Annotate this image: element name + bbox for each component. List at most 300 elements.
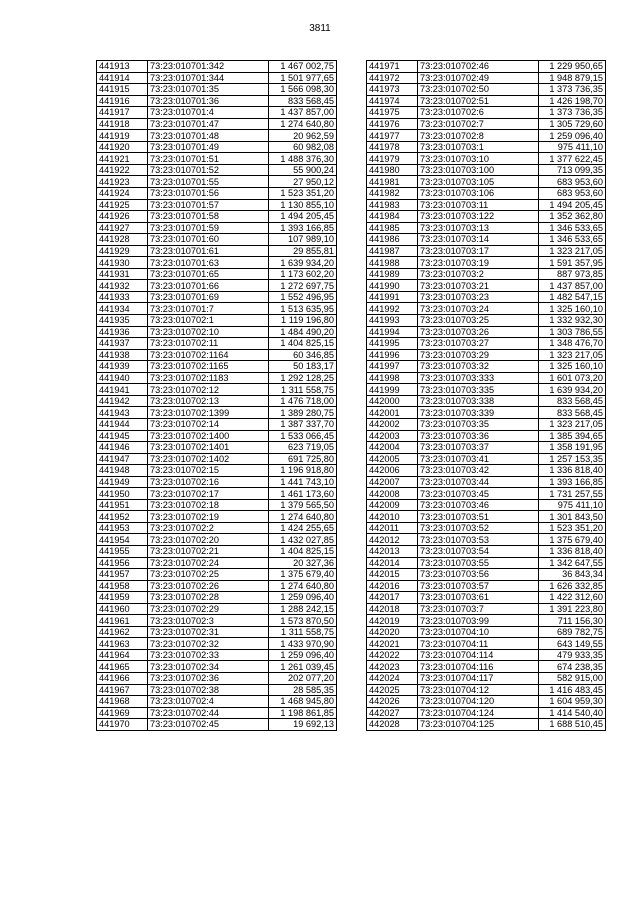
table-row — [97, 384, 337, 396]
value-cell: 1 292 128,25 — [269, 372, 337, 384]
cadastral-number-cell: 73:23:010702:2 — [148, 522, 269, 534]
record-id-cell: 441998 — [367, 372, 418, 384]
value-cell: 1 257 153,35 — [539, 453, 606, 465]
value-cell: 975 411,10 — [539, 141, 606, 153]
cadastral-number-cell: 73:23:010702:6 — [418, 107, 539, 119]
record-id-cell: 441997 — [367, 361, 418, 373]
value-cell: 1 513 635,95 — [269, 303, 337, 315]
table-row — [367, 61, 606, 73]
record-id-cell: 441986 — [367, 234, 418, 246]
cadastral-number-cell: 73:23:010702:49 — [418, 72, 539, 84]
value-cell: 1 437 857,00 — [269, 107, 337, 119]
value-cell: 689 782,75 — [539, 626, 606, 638]
table-row — [97, 141, 337, 153]
value-cell: 1 494 205,45 — [539, 199, 606, 211]
cadastral-number-cell: 73:23:010703:41 — [418, 453, 539, 465]
value-cell: 1 416 483,45 — [539, 684, 606, 696]
value-cell: 1 301 843,50 — [539, 511, 606, 523]
record-id-cell: 442008 — [367, 488, 418, 500]
cadastral-number-cell: 73:23:010703:29 — [418, 349, 539, 361]
record-id-cell: 442013 — [367, 545, 418, 557]
record-id-cell: 442005 — [367, 453, 418, 465]
cadastral-number-cell: 73:23:010701:36 — [148, 95, 269, 107]
record-id-cell: 442000 — [367, 395, 418, 407]
table-row — [367, 361, 606, 373]
table-row — [97, 268, 337, 280]
table-row — [367, 522, 606, 534]
cadastral-number-cell: 73:23:010703:35 — [418, 418, 539, 430]
record-id-cell: 441984 — [367, 211, 418, 223]
table-row — [97, 430, 337, 442]
value-cell: 1 414 540,40 — [539, 707, 606, 719]
table-row — [97, 211, 337, 223]
value-cell: 674 238,35 — [539, 661, 606, 673]
table-row — [97, 442, 337, 454]
value-cell: 1 274 640,80 — [269, 580, 337, 592]
cadastral-number-cell: 73:23:010702:1 — [148, 315, 269, 327]
value-cell: 20 327,36 — [269, 557, 337, 569]
record-id-cell: 441919 — [97, 130, 148, 142]
value-cell: 1 198 861,85 — [269, 707, 337, 719]
record-id-cell: 441983 — [367, 199, 418, 211]
value-cell: 1 533 066,45 — [269, 430, 337, 442]
value-cell: 1 488 376,30 — [269, 153, 337, 165]
record-id-cell: 442002 — [367, 418, 418, 430]
cadastral-number-cell: 73:23:010702:24 — [148, 557, 269, 569]
table-row — [367, 719, 606, 731]
table-row — [367, 534, 606, 546]
record-id-cell: 442006 — [367, 465, 418, 477]
table-row — [367, 603, 606, 615]
record-id-cell: 442004 — [367, 442, 418, 454]
cadastral-number-cell: 73:23:010702:28 — [148, 592, 269, 604]
cadastral-number-cell: 73:23:010702:13 — [148, 395, 269, 407]
value-cell: 1 552 496,95 — [269, 291, 337, 303]
value-cell: 1 601 073,20 — [539, 372, 606, 384]
value-cell: 1 323 217,05 — [539, 245, 606, 257]
value-cell: 19 692,13 — [269, 719, 337, 731]
record-id-cell: 441922 — [97, 164, 148, 176]
table-row — [367, 418, 606, 430]
record-id-cell: 441954 — [97, 534, 148, 546]
value-cell: 27 950,12 — [269, 176, 337, 188]
value-cell: 1 523 351,20 — [269, 188, 337, 200]
record-id-cell: 441945 — [97, 430, 148, 442]
record-id-cell: 441944 — [97, 418, 148, 430]
record-id-cell: 442026 — [367, 696, 418, 708]
record-id-cell: 442025 — [367, 684, 418, 696]
record-id-cell: 441935 — [97, 315, 148, 327]
value-cell: 683 953,60 — [539, 176, 606, 188]
table-row — [97, 707, 337, 719]
cadastral-number-cell: 73:23:010703:51 — [418, 511, 539, 523]
value-cell: 1 259 096,40 — [539, 130, 606, 142]
record-id-cell: 441989 — [367, 268, 418, 280]
record-id-cell: 442020 — [367, 626, 418, 638]
value-cell: 833 568,45 — [539, 407, 606, 419]
cadastral-number-cell: 73:23:010701:55 — [148, 176, 269, 188]
record-id-cell: 441999 — [367, 384, 418, 396]
cadastral-number-cell: 73:23:010703:26 — [418, 326, 539, 338]
record-id-cell: 441960 — [97, 603, 148, 615]
value-cell: 479 933,35 — [539, 649, 606, 661]
record-id-cell: 441917 — [97, 107, 148, 119]
cadastral-number-cell: 73:23:010701:52 — [148, 164, 269, 176]
cadastral-number-cell: 73:23:010701:342 — [148, 61, 269, 73]
value-cell: 1 461 173,60 — [269, 488, 337, 500]
record-id-cell: 441947 — [97, 453, 148, 465]
value-cell: 1 358 191,95 — [539, 442, 606, 454]
value-cell: 1 482 547,15 — [539, 291, 606, 303]
cadastral-number-cell: 73:23:010703:53 — [418, 534, 539, 546]
table-row — [97, 118, 337, 130]
table-row — [97, 84, 337, 96]
value-cell: 1 377 622,45 — [539, 153, 606, 165]
cadastral-number-cell: 73:23:010702:1401 — [148, 442, 269, 454]
value-cell: 1 626 332,85 — [539, 580, 606, 592]
table-row — [367, 499, 606, 511]
value-cell: 28 585,35 — [269, 684, 337, 696]
table-row — [367, 511, 606, 523]
left-table — [96, 60, 337, 731]
right-table-body — [367, 61, 606, 731]
table-row — [97, 603, 337, 615]
record-id-cell: 442007 — [367, 476, 418, 488]
cadastral-number-cell: 73:23:010703:105 — [418, 176, 539, 188]
table-row — [367, 84, 606, 96]
record-id-cell: 441992 — [367, 303, 418, 315]
cadastral-number-cell: 73:23:010703:27 — [418, 338, 539, 350]
record-id-cell: 441985 — [367, 222, 418, 234]
table-row — [97, 72, 337, 84]
record-id-cell: 441926 — [97, 211, 148, 223]
value-cell: 1 393 166,85 — [539, 476, 606, 488]
table-row — [367, 580, 606, 592]
value-cell: 1 352 362,80 — [539, 211, 606, 223]
record-id-cell: 441936 — [97, 326, 148, 338]
cadastral-number-cell: 73:23:010701:47 — [148, 118, 269, 130]
cadastral-number-cell: 73:23:010701:57 — [148, 199, 269, 211]
cadastral-number-cell: 73:23:010702:29 — [148, 603, 269, 615]
value-cell: 1 346 533,65 — [539, 222, 606, 234]
value-cell: 1 387 337,70 — [269, 418, 337, 430]
record-id-cell: 442018 — [367, 603, 418, 615]
record-id-cell: 442016 — [367, 580, 418, 592]
cadastral-number-cell: 73:23:010702:1399 — [148, 407, 269, 419]
record-id-cell: 441920 — [97, 141, 148, 153]
record-id-cell: 441913 — [97, 61, 148, 73]
record-id-cell: 441914 — [97, 72, 148, 84]
table-row — [97, 476, 337, 488]
cadastral-number-cell: 73:23:010703:24 — [418, 303, 539, 315]
table-row — [367, 672, 606, 684]
cadastral-number-cell: 73:23:010702:45 — [148, 719, 269, 731]
cadastral-number-cell: 73:23:010703:42 — [418, 465, 539, 477]
table-row — [97, 626, 337, 638]
record-id-cell: 442003 — [367, 430, 418, 442]
table-row — [367, 465, 606, 477]
page-number: 3811 — [309, 23, 331, 34]
table-row — [97, 61, 337, 73]
cadastral-number-cell: 73:23:010701:344 — [148, 72, 269, 84]
table-row — [97, 326, 337, 338]
cadastral-number-cell: 73:23:010703:36 — [418, 430, 539, 442]
value-cell: 1 274 640,80 — [269, 511, 337, 523]
cadastral-number-cell: 73:23:010704:114 — [418, 649, 539, 661]
value-cell: 1 422 312,60 — [539, 592, 606, 604]
value-cell: 60 982,08 — [269, 141, 337, 153]
record-id-cell: 441975 — [367, 107, 418, 119]
record-id-cell: 442023 — [367, 661, 418, 673]
value-cell: 833 568,45 — [539, 395, 606, 407]
value-cell: 1 523 351,20 — [539, 522, 606, 534]
value-cell: 1 323 217,05 — [539, 418, 606, 430]
cadastral-number-cell: 73:23:010703:57 — [418, 580, 539, 592]
value-cell: 1 379 565,50 — [269, 499, 337, 511]
table-row — [367, 72, 606, 84]
table-row — [367, 107, 606, 119]
record-id-cell: 442010 — [367, 511, 418, 523]
table-row — [367, 626, 606, 638]
value-cell: 1 311 558,75 — [269, 384, 337, 396]
record-id-cell: 441941 — [97, 384, 148, 396]
cadastral-number-cell: 73:23:010702:1183 — [148, 372, 269, 384]
record-id-cell: 441946 — [97, 442, 148, 454]
right-table — [366, 60, 606, 731]
value-cell: 1 373 736,35 — [539, 107, 606, 119]
table-row — [97, 453, 337, 465]
cadastral-number-cell: 73:23:010702:34 — [148, 661, 269, 673]
table-row — [97, 499, 337, 511]
cadastral-number-cell: 73:23:010703:19 — [418, 257, 539, 269]
table-row — [97, 176, 337, 188]
table-row — [367, 384, 606, 396]
record-id-cell: 441958 — [97, 580, 148, 592]
cadastral-number-cell: 73:23:010701:69 — [148, 291, 269, 303]
value-cell: 1 639 934,20 — [539, 384, 606, 396]
value-cell: 1 375 679,40 — [539, 534, 606, 546]
cadastral-number-cell: 73:23:010703:52 — [418, 522, 539, 534]
cadastral-number-cell: 73:23:010703:14 — [418, 234, 539, 246]
record-id-cell: 441950 — [97, 488, 148, 500]
cadastral-number-cell: 73:23:010702:1165 — [148, 361, 269, 373]
table-row — [367, 234, 606, 246]
table-row — [367, 615, 606, 627]
value-cell: 1 348 476,70 — [539, 338, 606, 350]
record-id-cell: 441981 — [367, 176, 418, 188]
value-cell: 107 989,10 — [269, 234, 337, 246]
value-cell: 1 437 857,00 — [539, 280, 606, 292]
value-cell: 1 494 205,45 — [269, 211, 337, 223]
cadastral-number-cell: 73:23:010701:51 — [148, 153, 269, 165]
record-id-cell: 441990 — [367, 280, 418, 292]
table-row — [97, 395, 337, 407]
cadastral-number-cell: 73:23:010704:10 — [418, 626, 539, 638]
table-row — [97, 592, 337, 604]
cadastral-number-cell: 73:23:010701:4 — [148, 107, 269, 119]
value-cell: 1 288 242,15 — [269, 603, 337, 615]
table-row — [97, 465, 337, 477]
record-id-cell: 441940 — [97, 372, 148, 384]
record-id-cell: 441915 — [97, 84, 148, 96]
table-row — [97, 557, 337, 569]
record-id-cell: 441955 — [97, 545, 148, 557]
value-cell: 1 688 510,45 — [539, 719, 606, 731]
table-row — [367, 569, 606, 581]
record-id-cell: 441953 — [97, 522, 148, 534]
record-id-cell: 441991 — [367, 291, 418, 303]
value-cell: 1 604 959,30 — [539, 696, 606, 708]
table-row — [367, 661, 606, 673]
table-row — [97, 95, 337, 107]
record-id-cell: 441930 — [97, 257, 148, 269]
cadastral-number-cell: 73:23:010703:100 — [418, 164, 539, 176]
cadastral-number-cell: 73:23:010702:1402 — [148, 453, 269, 465]
table-row — [97, 684, 337, 696]
record-id-cell: 441937 — [97, 338, 148, 350]
table-row — [97, 418, 337, 430]
table-row — [367, 188, 606, 200]
table-row — [97, 719, 337, 731]
table-row — [367, 557, 606, 569]
value-cell: 623 719,05 — [269, 442, 337, 454]
table-row — [97, 522, 337, 534]
value-cell: 1 391 223,80 — [539, 603, 606, 615]
left-table-body — [97, 61, 337, 731]
cadastral-number-cell: 73:23:010702:32 — [148, 638, 269, 650]
value-cell: 975 411,10 — [539, 499, 606, 511]
cadastral-number-cell: 73:23:010701:49 — [148, 141, 269, 153]
table-row — [367, 684, 606, 696]
record-id-cell: 441979 — [367, 153, 418, 165]
value-cell: 1 375 679,40 — [269, 569, 337, 581]
value-cell: 1 259 096,40 — [269, 649, 337, 661]
record-id-cell: 441949 — [97, 476, 148, 488]
value-cell: 1 305 729,60 — [539, 118, 606, 130]
value-cell: 1 336 818,40 — [539, 465, 606, 477]
value-cell: 643 149,55 — [539, 638, 606, 650]
table-row — [367, 696, 606, 708]
value-cell: 1 303 786,55 — [539, 326, 606, 338]
table-row — [97, 280, 337, 292]
record-id-cell: 441982 — [367, 188, 418, 200]
table-row — [97, 338, 337, 350]
cadastral-number-cell: 73:23:010704:11 — [418, 638, 539, 650]
value-cell: 1 573 870,50 — [269, 615, 337, 627]
record-id-cell: 442028 — [367, 719, 418, 731]
record-id-cell: 441988 — [367, 257, 418, 269]
table-row — [367, 442, 606, 454]
record-id-cell: 442011 — [367, 522, 418, 534]
value-cell: 1 389 280,75 — [269, 407, 337, 419]
table-row — [97, 569, 337, 581]
value-cell: 1 346 533,65 — [539, 234, 606, 246]
cadastral-number-cell: 73:23:010703:7 — [418, 603, 539, 615]
value-cell: 833 568,45 — [269, 95, 337, 107]
cadastral-number-cell: 73:23:010701:66 — [148, 280, 269, 292]
value-cell: 691 725,80 — [269, 453, 337, 465]
table-row — [367, 176, 606, 188]
value-cell: 1 272 697,75 — [269, 280, 337, 292]
table-row — [367, 349, 606, 361]
value-cell: 887 973,85 — [539, 268, 606, 280]
cadastral-number-cell: 73:23:010701:48 — [148, 130, 269, 142]
cadastral-number-cell: 73:23:010701:61 — [148, 245, 269, 257]
cadastral-number-cell: 73:23:010702:1400 — [148, 430, 269, 442]
record-id-cell: 441924 — [97, 188, 148, 200]
table-row — [97, 615, 337, 627]
cadastral-number-cell: 73:23:010701:59 — [148, 222, 269, 234]
table-row — [97, 234, 337, 246]
record-id-cell: 441948 — [97, 465, 148, 477]
record-id-cell: 441931 — [97, 268, 148, 280]
value-cell: 36 843,34 — [539, 569, 606, 581]
table-row — [367, 199, 606, 211]
cadastral-number-cell: 73:23:010704:12 — [418, 684, 539, 696]
cadastral-number-cell: 73:23:010704:124 — [418, 707, 539, 719]
record-id-cell: 441976 — [367, 118, 418, 130]
cadastral-number-cell: 73:23:010703:2 — [418, 268, 539, 280]
cadastral-number-cell: 73:23:010703:23 — [418, 291, 539, 303]
cadastral-number-cell: 73:23:010702:1164 — [148, 349, 269, 361]
cadastral-number-cell: 73:23:010702:19 — [148, 511, 269, 523]
value-cell: 1 476 718,00 — [269, 395, 337, 407]
table-row — [367, 291, 606, 303]
value-cell: 1 336 818,40 — [539, 545, 606, 557]
table-row — [97, 130, 337, 142]
record-id-cell: 441978 — [367, 141, 418, 153]
table-row — [367, 245, 606, 257]
table-row — [97, 488, 337, 500]
cadastral-number-cell: 73:23:010703:25 — [418, 315, 539, 327]
table-row — [367, 545, 606, 557]
value-cell: 1 433 970,90 — [269, 638, 337, 650]
table-row — [97, 153, 337, 165]
table-row — [367, 592, 606, 604]
record-id-cell: 441963 — [97, 638, 148, 650]
cadastral-number-cell: 73:23:010703:338 — [418, 395, 539, 407]
table-row — [97, 672, 337, 684]
table-row — [97, 649, 337, 661]
record-id-cell: 441942 — [97, 395, 148, 407]
record-id-cell: 441966 — [97, 672, 148, 684]
table-row — [367, 280, 606, 292]
table-row — [367, 268, 606, 280]
cadastral-number-cell: 73:23:010702:16 — [148, 476, 269, 488]
value-cell: 1 130 855,10 — [269, 199, 337, 211]
value-cell: 1 467 002,75 — [269, 61, 337, 73]
record-id-cell: 441928 — [97, 234, 148, 246]
record-id-cell: 441927 — [97, 222, 148, 234]
value-cell: 1 274 640,80 — [269, 118, 337, 130]
record-id-cell: 441972 — [367, 72, 418, 84]
cadastral-number-cell: 73:23:010701:60 — [148, 234, 269, 246]
cadastral-number-cell: 73:23:010703:335 — [418, 384, 539, 396]
table-row — [97, 534, 337, 546]
table-row — [367, 649, 606, 661]
record-id-cell: 442012 — [367, 534, 418, 546]
cadastral-number-cell: 73:23:010702:33 — [148, 649, 269, 661]
table-row — [367, 153, 606, 165]
record-id-cell: 441980 — [367, 164, 418, 176]
cadastral-number-cell: 73:23:010703:32 — [418, 361, 539, 373]
record-id-cell: 441939 — [97, 361, 148, 373]
cadastral-number-cell: 73:23:010703:13 — [418, 222, 539, 234]
table-row — [367, 222, 606, 234]
record-id-cell: 441993 — [367, 315, 418, 327]
value-cell: 1 323 217,05 — [539, 349, 606, 361]
value-cell: 711 156,30 — [539, 615, 606, 627]
